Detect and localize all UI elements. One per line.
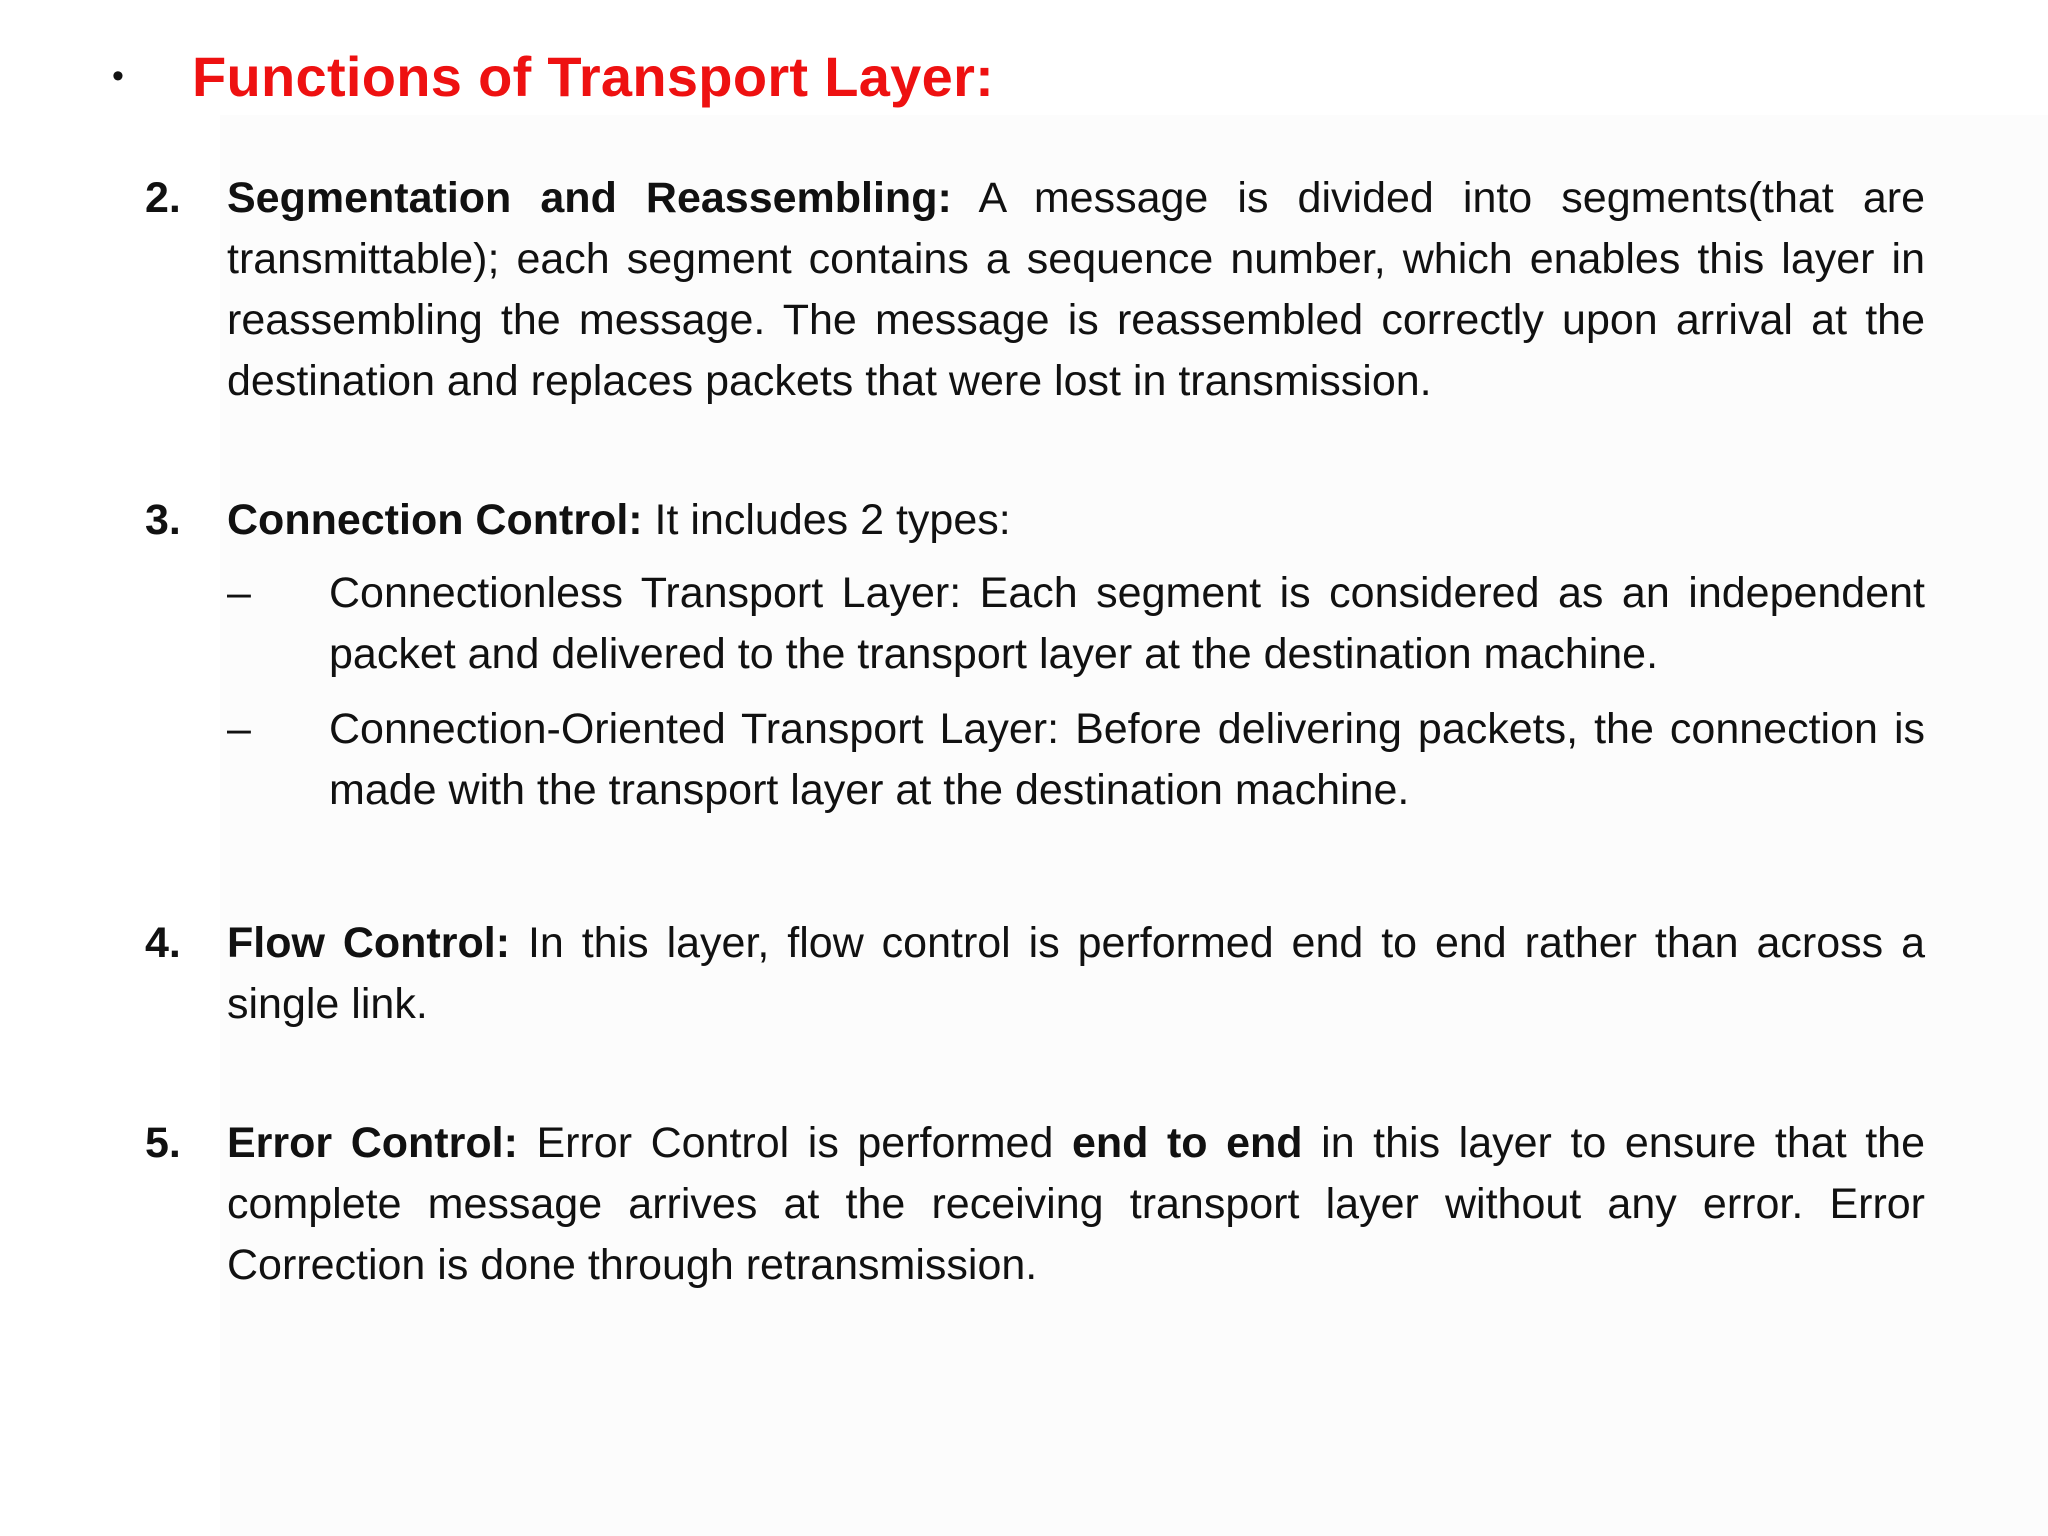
sublist: [227, 563, 1925, 821]
item-number: 2.: [145, 174, 181, 222]
list-item-error-control: [145, 1113, 1925, 1296]
list-item-flow-control: [145, 913, 1925, 1035]
sublist-text: Connectionless Transport Layer: Each segment is considered as an independent packet and delivered to the transport layer at the destination machine.: [329, 569, 1925, 678]
item-text: Error Control is performed: [517, 1119, 1072, 1167]
item-heading: Connection Control:: [227, 496, 643, 544]
item-heading: Flow Control:: [227, 919, 511, 967]
list-item-segmentation: [145, 168, 1925, 412]
title-row: [112, 36, 994, 116]
bullet-icon: •: [112, 56, 124, 95]
sublist-item-connection-oriented: [227, 699, 1925, 821]
list-item-connection-control: [145, 490, 1925, 835]
item-number: 4.: [145, 919, 181, 967]
item-body: [227, 913, 1925, 1035]
dash-icon: –: [227, 569, 251, 617]
item-text: A message is divided into segments(that are transmittable); each segment contains a sequence number, which enables this layer in reassembling the message. The message is reassembled correctly upon arrival at the destination and replaces packets that were lost in transmission.: [227, 174, 1925, 405]
sublist-text: Connection-Oriented Transport Layer: Before delivering packets, the connection is made with the transport layer at the destination machine.: [329, 705, 1925, 814]
item-body: [227, 1113, 1925, 1296]
function-list: [145, 168, 1925, 1374]
sublist-item-connectionless: [227, 563, 1925, 685]
item-text: In this layer, flow control is performed end to end rather than across a single link.: [227, 919, 1925, 1028]
item-number: 3.: [145, 496, 181, 544]
item-heading: Error Control:: [227, 1119, 518, 1167]
item-heading: Segmentation and Reassembling:: [227, 174, 952, 222]
item-body: [227, 168, 1925, 412]
slide-title: Functions of Transport Layer:: [192, 44, 995, 108]
item-body: [227, 490, 1925, 835]
item-text: It includes 2 types:: [642, 496, 1011, 544]
emphasis-text: end to end: [1071, 1119, 1303, 1167]
item-number: 5.: [145, 1119, 181, 1167]
item-text: in this layer to ensure that the complete message arrives at the receiving transport layer without any error. Error Correction is done through retransmission.: [227, 1119, 1925, 1289]
dash-icon: –: [227, 705, 251, 753]
